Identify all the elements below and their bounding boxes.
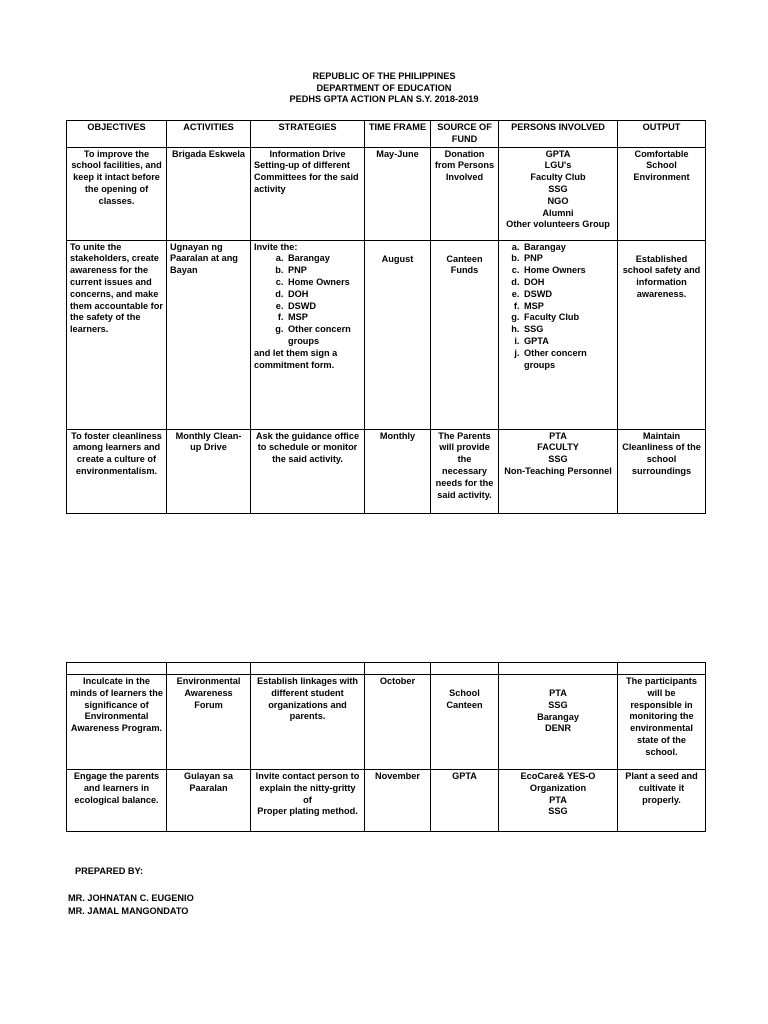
time-frame-cell	[365, 240, 431, 429]
preparer-name: MR. JOHNATAN C. EUGENIO	[68, 893, 194, 903]
empty-cell	[431, 663, 499, 675]
list-item: f. MSP	[522, 301, 614, 313]
persons-cell	[499, 147, 618, 240]
strategy-text: Invite contact person to explain the nitty-gritty of	[255, 771, 360, 805]
strategy-cell: Ask the guidance office to schedule or monitor the said activity.	[251, 429, 365, 513]
person-item: Barangay	[537, 711, 579, 722]
activity-cell: Environmental Awareness Forum	[167, 675, 251, 770]
persons-cell	[499, 429, 618, 513]
empty-cell	[365, 663, 431, 675]
list-item: d. DOH	[522, 277, 614, 289]
fund-cell: GPTA	[431, 770, 499, 832]
empty-cell	[251, 663, 365, 675]
table-empty-header-row	[67, 663, 706, 675]
empty-cell	[67, 663, 167, 675]
table-row	[67, 240, 706, 429]
output-cell	[618, 240, 706, 429]
person-item: PTA	[549, 794, 567, 805]
output-cell: Comfortable School Environment	[618, 147, 706, 240]
list-item: g. Other concern groups	[286, 324, 361, 348]
person-item: Alumni	[542, 207, 574, 218]
list-item: b. PNP	[522, 253, 614, 265]
table-row	[67, 147, 706, 240]
person-item: EcoCare& YES-O Organization	[520, 771, 596, 793]
time-frame-cell: November	[365, 770, 431, 832]
col-header-output: OUTPUT	[618, 121, 706, 148]
strategy-outro: and let them sign a commitment form.	[254, 347, 338, 370]
person-item: SSG	[548, 806, 568, 817]
person-item: Other volunteers Group	[506, 219, 610, 230]
list-item: b. PNP	[286, 265, 361, 277]
persons-list	[502, 242, 614, 372]
fund-cell	[431, 240, 499, 429]
time-frame-cell: Monthly	[365, 429, 431, 513]
time-frame-cell: October	[365, 675, 431, 770]
header-republic: REPUBLIC OF THE PHILIPPINES	[312, 71, 456, 81]
strategy-cell	[251, 770, 365, 832]
action-plan-table-2	[66, 662, 706, 832]
objective-cell: To improve the school facilities, and keep it intact before the opening of classes.	[67, 147, 167, 240]
list-item: i. GPTA	[522, 336, 614, 348]
list-item: e. DSWD	[286, 301, 361, 313]
person-item: Faculty Club	[530, 172, 586, 183]
activity-cell: Brigada Eskwela	[167, 147, 251, 240]
person-item: LGU's	[544, 160, 572, 171]
fund-cell: The Parents will provide the necessary needs for the said activity.	[431, 429, 499, 513]
time-frame-text: August	[381, 253, 414, 264]
document-header	[0, 71, 768, 106]
output-cell: The participants will be responsible in monitoring the environmental state of the school.	[618, 675, 706, 770]
col-header-strategies: STRATEGIES	[251, 121, 365, 148]
preparer-name: MR. JAMAL MANGONDATO	[68, 905, 189, 916]
person-item: PTA	[549, 688, 567, 698]
list-item: g. Faculty Club	[522, 312, 614, 324]
strategy-text: Proper plating method.	[257, 806, 358, 817]
strategy-text: Information Drive	[269, 148, 346, 159]
col-header-time-frame: TIME FRAME	[365, 121, 431, 148]
objective-cell: Engage the parents and learners in ecological balance.	[67, 770, 167, 832]
list-item: c. Home Owners	[522, 265, 614, 277]
empty-cell	[499, 663, 618, 675]
list-item: a. Barangay	[522, 242, 614, 254]
person-item: GPTA	[545, 148, 571, 159]
table-row	[67, 429, 706, 513]
col-header-source-of-fund: SOURCE OF FUND	[431, 121, 499, 148]
col-header-activities: ACTIVITIES	[167, 121, 251, 148]
list-item: j. Other concern groups	[522, 348, 614, 372]
objective-cell: To foster cleanliness among learners and create a culture of environmentalism.	[67, 429, 167, 513]
output-cell: Maintain Cleanliness of the school surroundings	[618, 429, 706, 513]
fund-cell: Donation from Persons Involved	[431, 147, 499, 240]
list-item: f. MSP	[286, 312, 361, 324]
person-item: FACULTY	[537, 442, 579, 453]
table-row	[67, 675, 706, 770]
activity-cell: Ugnayan ng Paaralan at ang Bayan	[167, 240, 251, 429]
table-header-row	[67, 121, 706, 148]
persons-cell	[499, 240, 618, 429]
preparer-names	[68, 892, 194, 917]
persons-cell	[499, 675, 618, 770]
person-item: PTA	[549, 430, 567, 441]
person-item: SSG	[548, 454, 568, 465]
strategy-cell: Establish linkages with different student organizations and parents.	[251, 675, 365, 770]
list-item: h. SSG	[522, 324, 614, 336]
output-cell: Plant a seed and cultivate it properly.	[618, 770, 706, 832]
empty-cell	[167, 663, 251, 675]
strategy-text: Setting-up of different Committees for the said activity	[254, 160, 359, 194]
table-row	[67, 770, 706, 832]
activity-cell: Gulayan sa Paaralan	[167, 770, 251, 832]
list-item: d. DOH	[286, 289, 361, 301]
persons-cell	[499, 770, 618, 832]
person-item: SSG	[548, 183, 568, 194]
person-item: SSG	[548, 699, 568, 710]
person-item: NGO	[547, 195, 569, 206]
fund-cell	[431, 675, 499, 770]
col-header-persons-involved: PERSONS INVOLVED	[499, 121, 618, 148]
strategy-intro: Invite the:	[254, 241, 298, 252]
activity-cell: Monthly Clean-up Drive	[167, 429, 251, 513]
objective-cell: Inculcate in the minds of learners the significance of Environmental Awareness Program.	[67, 675, 167, 770]
time-frame-cell: May-June	[365, 147, 431, 240]
header-department: DEPARTMENT OF EDUCATION	[316, 82, 452, 93]
empty-cell	[618, 663, 706, 675]
output-text: Established school safety and information awareness.	[622, 253, 701, 299]
strategy-cell	[251, 240, 365, 429]
list-item: a. Barangay	[286, 253, 361, 265]
col-header-objectives: OBJECTIVES	[67, 121, 167, 148]
strategy-list	[254, 253, 361, 347]
person-item: DENR	[544, 723, 572, 734]
objective-cell: To unite the stakeholders, create awareness for the current issues and concerns, and make them accountable for the safety of the learners.	[67, 240, 167, 429]
fund-text: School Canteen	[446, 688, 483, 710]
prepared-by-label: PREPARED BY:	[75, 866, 144, 876]
person-item: Non-Teaching Personnel	[504, 465, 612, 476]
header-plan-title: PEDHS GPTA ACTION PLAN S.Y. 2018-2019	[289, 94, 479, 104]
fund-text: Canteen Funds	[446, 253, 483, 276]
list-item: e. DSWD	[522, 289, 614, 301]
list-item: c. Home Owners	[286, 277, 361, 289]
strategy-cell	[251, 147, 365, 240]
action-plan-table-1	[66, 120, 706, 514]
